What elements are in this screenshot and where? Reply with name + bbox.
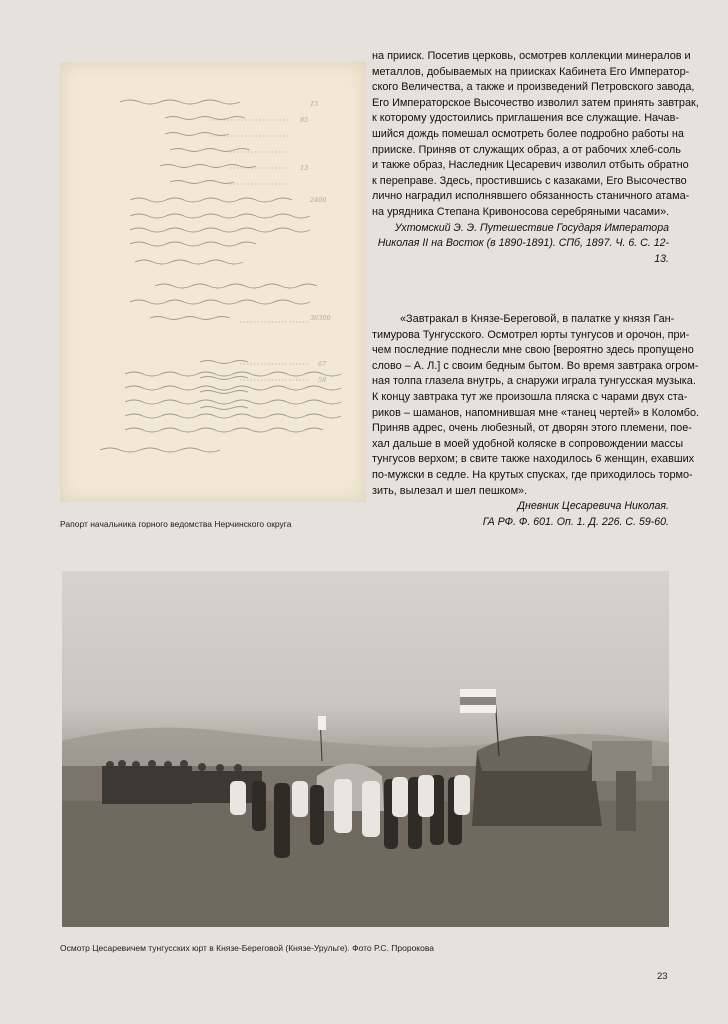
text-line: шийся дождь помешал осмотреть более подробно работы на	[372, 127, 684, 140]
handwriting-scribbles	[60, 62, 366, 502]
text-line: и также образ, Наследник Цесаревич изволил отбыть обратно	[372, 159, 689, 172]
text-line: ная толпа глазела внутрь, а снаружи играла тунгусская музыка.	[372, 375, 696, 388]
svg-text:67: 67	[318, 360, 327, 368]
svg-text:85: 85	[300, 116, 309, 124]
document-photo-caption: Рапорт начальника горного ведомства Нерчинского округа	[60, 519, 292, 529]
text-line: Его Императорское Высочество изволил затем принять завтрак,	[372, 96, 699, 109]
text-line: зить, вылезал и шел пешком».	[372, 484, 528, 497]
text-line: к переправе. Здесь, простившись с казаками, Его Высочество	[372, 174, 687, 187]
text-line: металлов, добываемых на приисках Кабинета Его Император-	[372, 65, 690, 78]
text-line: слово – А. Л.] с своим бедным бытом. Во время завтрака огром-	[372, 359, 699, 372]
photo-scene	[62, 571, 669, 927]
text-line: хал дальше в моей удобной коляске в сопровождении массы	[372, 437, 684, 450]
text-line: лично наградил исполнявшего обязанность станичного атама-	[372, 190, 690, 203]
svg-text:13: 13	[300, 164, 309, 172]
svg-text:15: 15	[310, 100, 319, 108]
archival-report-photo	[60, 62, 366, 502]
text-block-1	[372, 49, 699, 267]
text-line: Приняв адрес, очень любезный, от дворян этого племени, пое-	[372, 422, 692, 435]
text-line: «Завтракал в Князе-Береговой, в палатке у князя Ган-	[400, 313, 675, 325]
photograph-caption: Осмотр Цесаревичем тунгусских юрт в Князе-Береговой (Князе-Урульге). Фото Р.С. Пророкова	[60, 943, 434, 953]
text-line: ского Величества, а также и произведений Петровского завода,	[372, 81, 695, 94]
svg-text:58: 58	[318, 376, 327, 384]
text-line: чем последние поднесли мне свою [вероятно здесь пропущено	[372, 344, 694, 357]
text-line: тимурова Тунгусского. Осмотрел юрты тунгусов и орочон, при-	[372, 328, 690, 341]
source-reference-2	[372, 499, 669, 530]
source-line: Ухтомский Э. Э. Путешествие Государя Императора	[394, 221, 669, 234]
text-line: на прииск. Посетив церковь, осмотрев коллекции минералов и	[372, 50, 691, 62]
text-line: риков – шаманов, напомнившая мне «танец чертей» в Коломбо.	[372, 406, 700, 419]
text-block-2	[372, 312, 700, 530]
text-line: К концу завтрака тут же произошла пляска с чарами двух ста-	[372, 390, 688, 403]
svg-text:36300: 36300	[310, 314, 331, 322]
historical-photograph	[62, 571, 669, 927]
svg-text:2400: 2400	[310, 196, 327, 204]
source-line: Николая II на Восток (в 1890-1891). СПб, 1897. Ч. 6. С. 12-13.	[377, 237, 669, 265]
text-line: по-мужски в седле. На крутых спусках, где приходилось тормо-	[372, 468, 693, 481]
text-line: тунгусов верхом; в свите также находилось 6 женщин, ехавших	[372, 453, 695, 466]
text-line: на урядника Степана Кривоносова серебряными часами».	[372, 205, 670, 218]
source-reference-1	[372, 221, 669, 268]
source-line: ГА РФ. Ф. 601. Оп. 1. Д. 226. С. 59-60.	[482, 515, 669, 528]
text-line: прииске. Приняв от служащих образ, а от рабочих хлеб-соль	[372, 143, 681, 156]
source-line: Дневник Цесаревича Николая.	[517, 500, 669, 513]
page-number: 23	[657, 971, 668, 982]
text-line: к которому удостоились приглашения все служащие. Начав-	[372, 112, 680, 125]
